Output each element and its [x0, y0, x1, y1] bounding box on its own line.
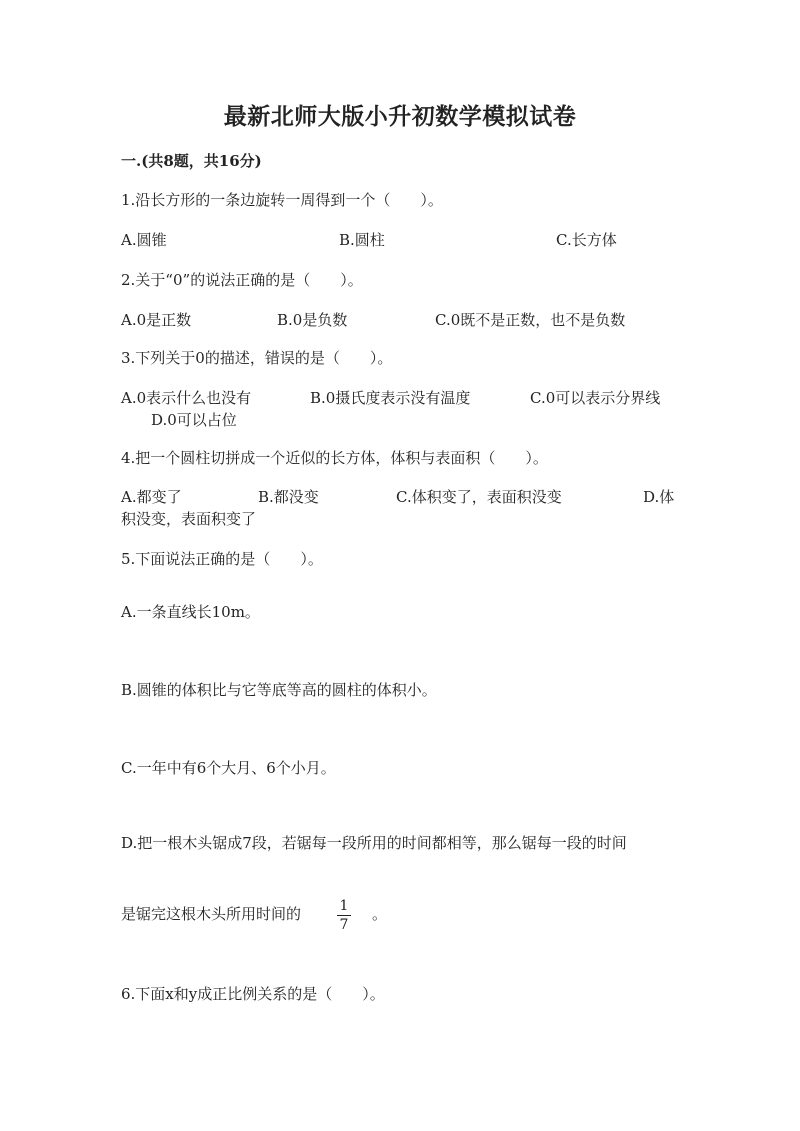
question-3-stem: 3.下列关于0的描述，错误的是（ ）。: [121, 349, 393, 367]
fraction-bar: [337, 915, 351, 916]
fraction-one-seventh: [334, 898, 354, 933]
question-1-option-a[interactable]: A.圆锥: [121, 231, 167, 249]
fraction-denominator: 7: [339, 917, 349, 933]
question-3-option-b[interactable]: B.0摄氏度表示没有温度: [310, 389, 471, 407]
question-4-option-a[interactable]: A.都变了: [121, 488, 182, 506]
question-5-option-d-continued: 是锯完这根木头所用时间的: [121, 905, 302, 923]
question-5-option-c[interactable]: C.一年中有6个大月、6个小月。: [121, 759, 336, 777]
section-header: 一.(共8题，共16分): [121, 152, 262, 170]
page-title: 最新北师大版小升初数学模拟试卷: [223, 103, 577, 130]
question-5-option-a[interactable]: A.一条直线长10m。: [121, 603, 260, 621]
question-4-stem: 4.把一个圆柱切拼成一个近似的长方体，体积与表面积（ ）。: [121, 449, 548, 467]
question-4-option-d-continued: 积没变，表面积变了: [121, 510, 257, 528]
question-5-stem: 5.下面说法正确的是（ ）。: [121, 550, 323, 568]
fraction-numerator: 1: [339, 898, 349, 914]
question-2-option-b[interactable]: B.0是负数: [277, 311, 348, 329]
question-6-stem: 6.下面x和y成正比例关系的是（ ）。: [121, 985, 385, 1003]
question-2-option-a[interactable]: A.0是正数: [121, 311, 192, 329]
question-3-option-c[interactable]: C.0可以表示分界线: [530, 389, 661, 407]
question-2-stem: 2.关于“0”的说法正确的是（ ）。: [121, 271, 363, 289]
question-4-option-d[interactable]: D.体: [643, 488, 675, 506]
question-5-option-b[interactable]: B.圆锥的体积比与它等底等高的圆柱的体积小。: [121, 681, 437, 699]
question-5-option-d[interactable]: D.把一根木头锯成7段，若锯每一段所用的时间都相等，那么锯每一段的时间: [121, 834, 627, 852]
question-2-option-c[interactable]: C.0既不是正数，也不是负数: [435, 311, 626, 329]
question-1-stem: 1.沿长方形的一条边旋转一周得到一个（ ）。: [121, 191, 443, 209]
question-1-option-c[interactable]: C.长方体: [556, 231, 617, 249]
question-3-option-a[interactable]: A.0表示什么也没有: [121, 389, 252, 407]
question-4-option-c[interactable]: C.体积变了，表面积没变: [396, 488, 562, 506]
question-5-option-d-end: 。: [372, 905, 388, 923]
question-1-option-b[interactable]: B.圆柱: [339, 231, 385, 249]
question-3-option-d[interactable]: D.0可以占位: [151, 411, 237, 429]
question-4-option-b[interactable]: B.都没变: [258, 488, 319, 506]
